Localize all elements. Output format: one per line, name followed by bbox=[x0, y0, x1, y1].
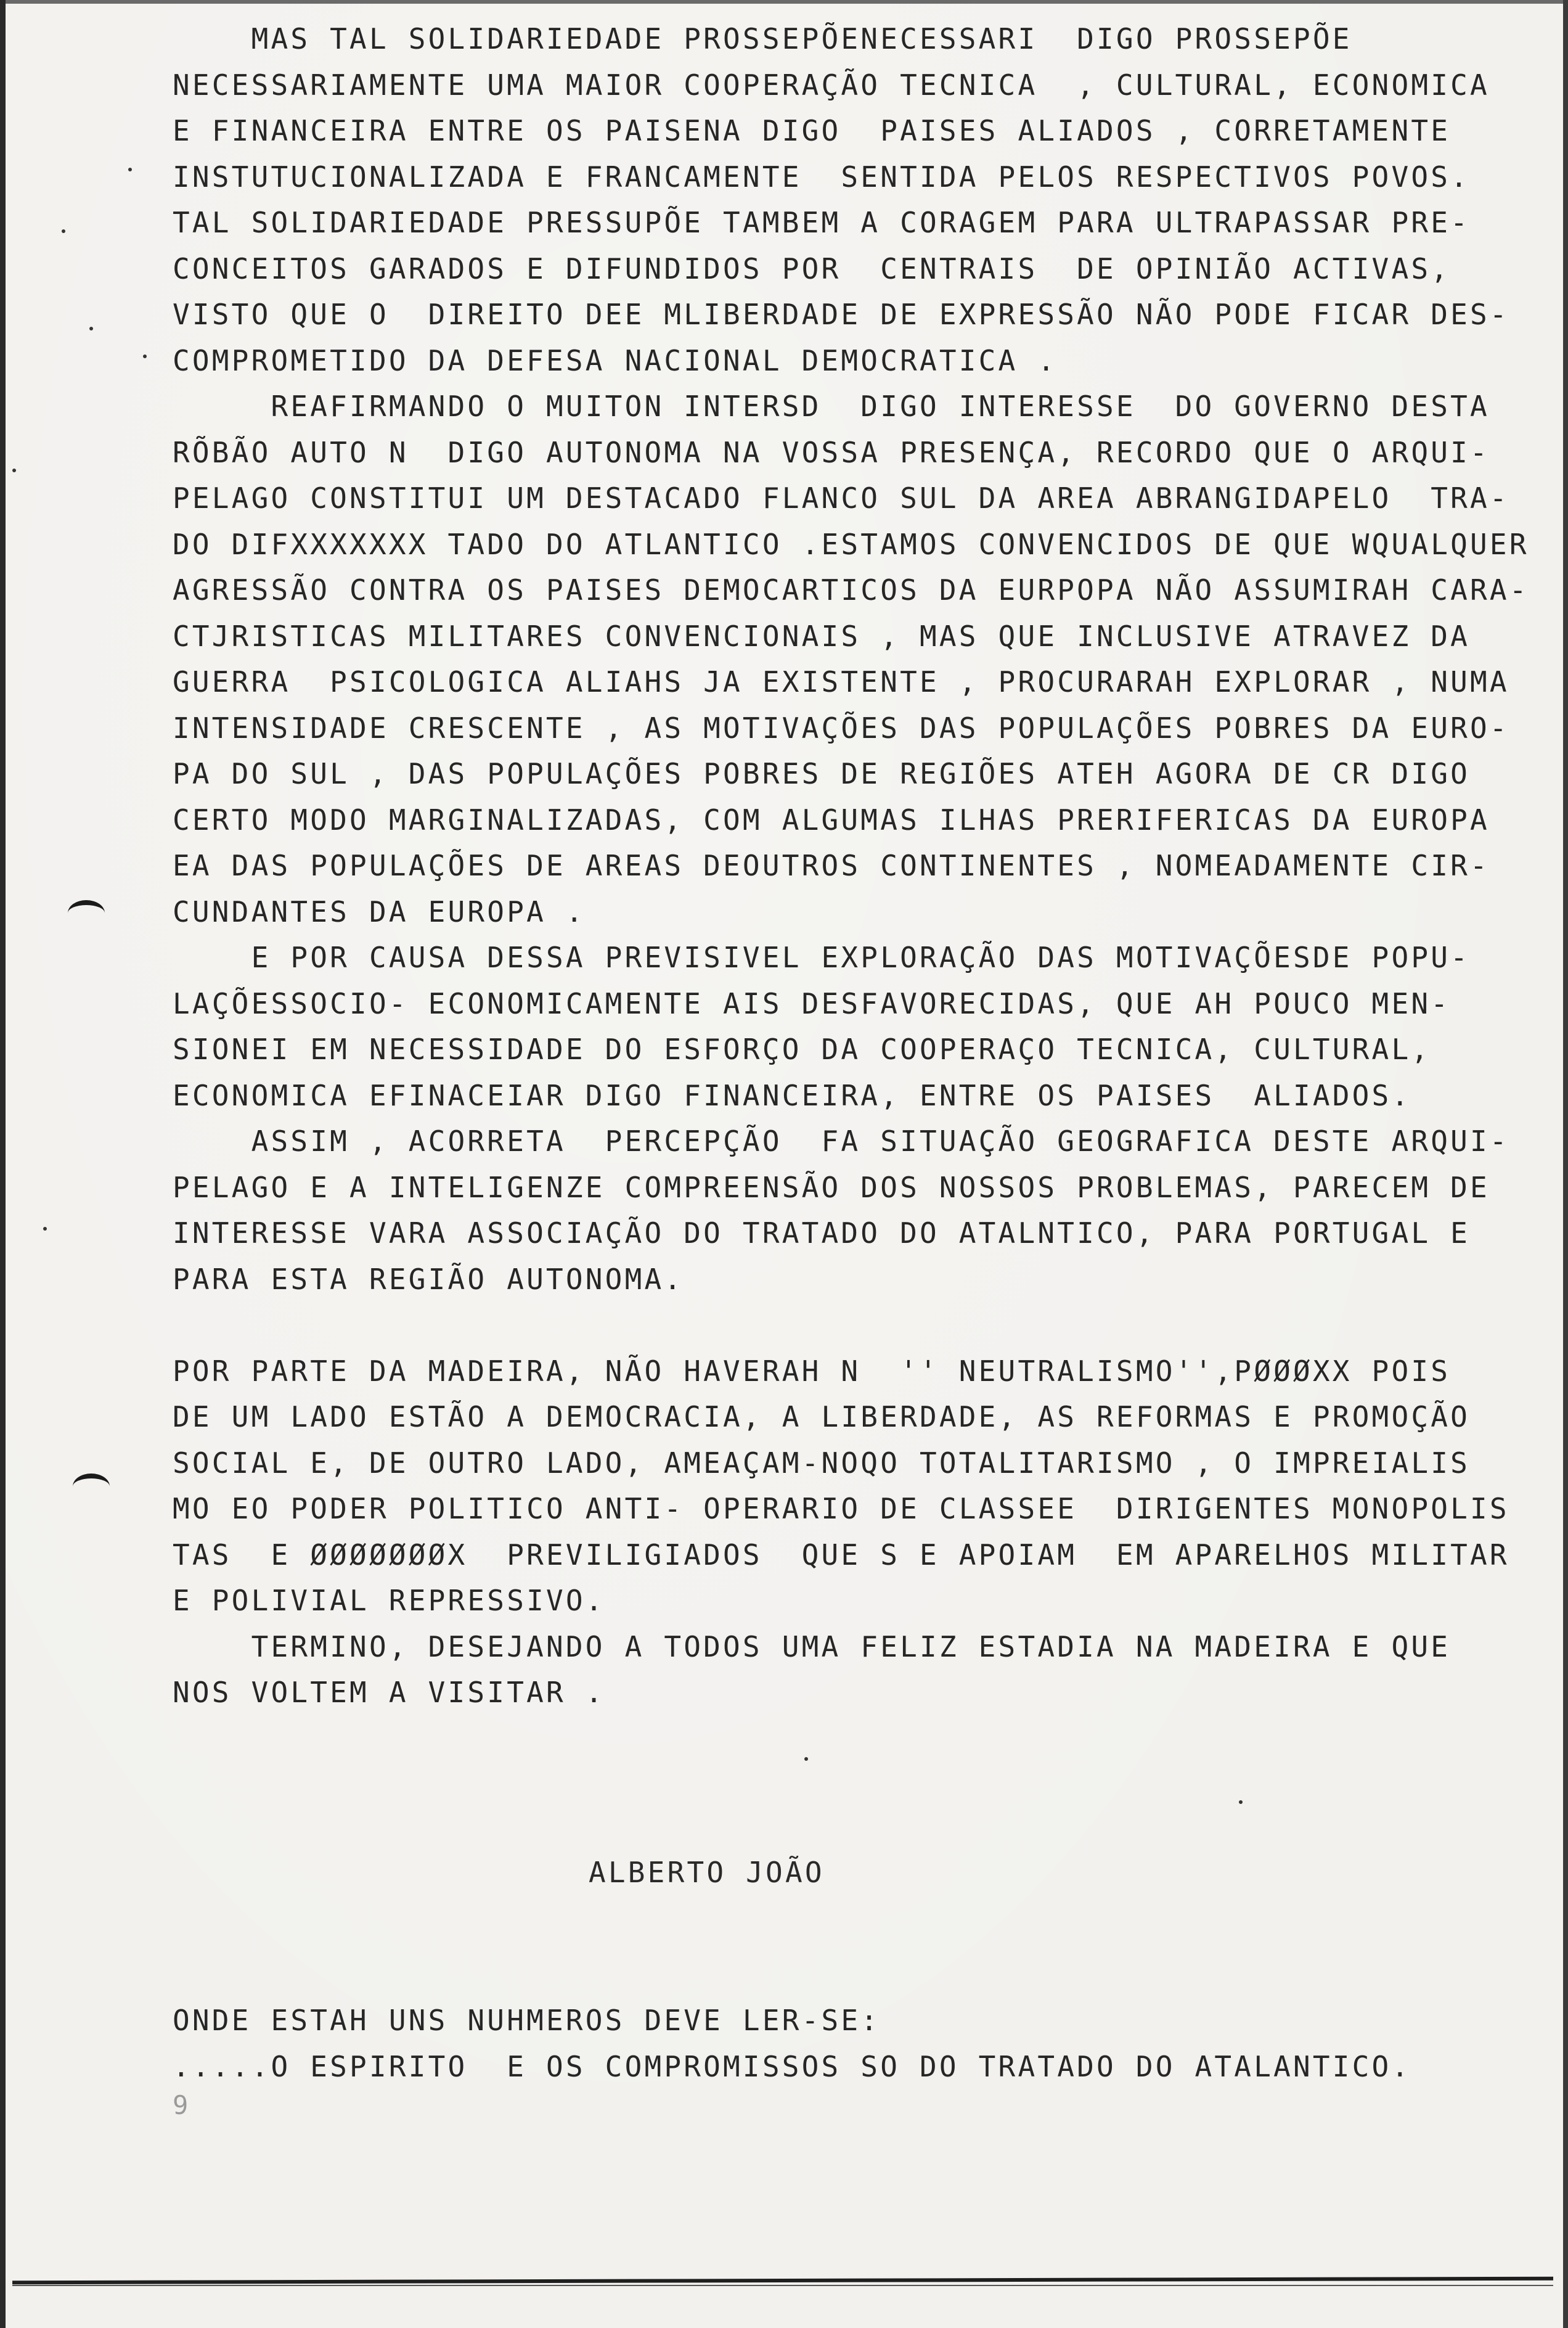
scan-speck bbox=[43, 1227, 47, 1231]
body-line: NOS VOLTEM A VISITAR . bbox=[173, 1676, 605, 1709]
body-line: COMPROMETIDO DA DEFESA NACIONAL DEMOCRATICA . bbox=[173, 343, 1058, 377]
body-line: INTENSIDADE CRESCENTE , AS MOTIVAÇÕES DAS POPULAÇÕES POBRES DA EURO- bbox=[173, 711, 1509, 745]
body-line: MAS TAL SOLIDARIEDADE PROSSEPÕENECESSARI DIGO PROSSEPÕE bbox=[173, 22, 1352, 55]
body-line: E POR CAUSA DESSA PREVISIVEL EXPLORAÇÃO DAS MOTIVAÇÕESDE POPU- bbox=[173, 941, 1471, 974]
body-line: LAÇÕESSOCIO- ECONOMICAMENTE AIS DESFAVORECIDAS, QUE AH POUCO MEN- bbox=[173, 986, 1451, 1020]
body-line: INTERESSE VARA ASSOCIAÇÃO DO TRATADO DO ATALNTICO, PARA PORTUGAL E bbox=[173, 1216, 1471, 1250]
correction-note bbox=[173, 1998, 1411, 2089]
body-line: POR PARTE DA MADEIRA, NÃO HAVERAH N '' NEUTRALISMO'',PØØØXX POIS bbox=[173, 1354, 1451, 1388]
body-line: NECESSARIAMENTE UMA MAIOR COOPERAÇÃO TECNICA , CULTURAL, ECONOMICA bbox=[173, 68, 1490, 102]
bottom-rule bbox=[12, 2277, 1553, 2285]
body-line: ECONOMICA EFINACEIAR DIGO FINANCEIRA, ENTRE OS PAISES ALIADOS. bbox=[173, 1078, 1411, 1112]
body-line: REAFIRMANDO O MUITON INTERSD DIGO INTERESSE DO GOVERNO DESTA bbox=[173, 390, 1490, 423]
body-line: PARA ESTA REGIÃO AUTONOMA. bbox=[173, 1262, 684, 1296]
body-line: GUERRA PSICOLOGICA ALIAHS JA EXISTENTE , PROCURARAH EXPLORAR , NUMA bbox=[173, 665, 1509, 699]
body-line: CONCEITOS GARADOS E DIFUNDIDOS POR CENTRAIS DE OPINIÃO ACTIVAS, bbox=[173, 252, 1451, 285]
scan-speck bbox=[804, 1757, 808, 1761]
body-line: E POLIVIAL REPRESSIVO. bbox=[173, 1584, 605, 1617]
body-line: CTJRISTICAS MILITARES CONVENCIONAIS , MAS QUE INCLUSIVE ATRAVEZ DA bbox=[173, 619, 1471, 653]
body-line: DE UM LADO ESTÃO A DEMOCRACIA, A LIBERDADE, AS REFORMAS E PROMOÇÃO bbox=[173, 1400, 1471, 1433]
punch-hole-mark bbox=[73, 1473, 110, 1499]
scan-speck bbox=[12, 469, 16, 472]
note-line: .....O ESPIRITO E OS COMPROMISSOS SO DO TRATADO DO ATALANTICO. bbox=[173, 2049, 1411, 2083]
punch-hole-mark bbox=[68, 900, 105, 926]
page-number: 9 bbox=[173, 2090, 189, 2120]
scan-edge-right bbox=[1563, 0, 1568, 2328]
body-line: AGRESSÃO CONTRA OS PAISES DEMOCARTICOS DA EURPOPA NÃO ASSUMIRAH CARA- bbox=[173, 573, 1529, 607]
body-line bbox=[173, 1302, 1492, 1348]
body-line: TAS E ØØØØØØØX PREVILIGIADOS QUE S E APOIAM EM APARELHOS MILITAR bbox=[173, 1538, 1509, 1572]
body-line: EA DAS POPULAÇÕES DE AREAS DEOUTROS CONTINENTES , NOMEADAMENTE CIR- bbox=[173, 849, 1490, 882]
scan-speck bbox=[128, 168, 132, 171]
body-line: CERTO MODO MARGINALIZADAS, COM ALGUMAS ILHAS PRERIFERICAS DA EUROPA bbox=[173, 803, 1490, 837]
bottom-rule-thin bbox=[12, 2285, 1553, 2286]
body-line: TAL SOLIDARIEDADE PRESSUPÕE TAMBEM A CORAGEM PARA ULTRAPASSAR PRE- bbox=[173, 206, 1471, 239]
body-line: SIONEI EM NECESSIDADE DO ESFORÇO DA COOPERAÇO TECNICA, CULTURAL, bbox=[173, 1033, 1431, 1066]
scan-edge-top bbox=[0, 0, 1568, 4]
body-line: SOCIAL E, DE OUTRO LADO, AMEAÇAM-NOQO TOTALITARISMO , O IMPREIALIS bbox=[173, 1446, 1471, 1480]
scan-speck bbox=[143, 355, 147, 358]
body-line: INSTUTUCIONALIZADA E FRANCAMENTE SENTIDA PELOS RESPECTIVOS POVOS. bbox=[173, 160, 1471, 194]
body-line: MO EO PODER POLITICO ANTI- OPERARIO DE CLASSEE DIRIGENTES MONOPOLIS bbox=[173, 1492, 1509, 1525]
scan-speck bbox=[1239, 1800, 1243, 1804]
signature: ALBERTO JOÃO bbox=[589, 1856, 825, 1889]
note-line: ONDE ESTAH UNS NUHMEROS DEVE LER-SE: bbox=[173, 2004, 881, 2037]
scan-edge-left bbox=[0, 0, 6, 2328]
body-line: PELAGO CONSTITUI UM DESTACADO FLANCO SUL DA AREA ABRANGIDAPELO TRA- bbox=[173, 482, 1509, 515]
body-line: RÕBÃO AUTO N DIGO AUTONOMA NA VOSSA PRESENÇA, RECORDO QUE O ARQUI- bbox=[173, 435, 1490, 469]
body-line: PELAGO E A INTELIGENZE COMPREENSÃO DOS NOSSOS PROBLEMAS, PARECEM DE bbox=[173, 1170, 1490, 1204]
body-line: PA DO SUL , DAS POPULAÇÕES POBRES DE REGIÕES ATEH AGORA DE CR DIGO bbox=[173, 757, 1471, 790]
body-line: VISTO QUE O DIREITO DEE MLIBERDADE DE EXPRESSÃO NÃO PODE FICAR DES- bbox=[173, 298, 1509, 331]
letter-body bbox=[173, 16, 1529, 1716]
body-line: ASSIM , ACORRETA PERCEPÇÃO FA SITUAÇÃO GEOGRAFICA DESTE ARQUI- bbox=[173, 1125, 1509, 1158]
scan-speck bbox=[89, 327, 93, 330]
body-line: DO DIFXXXXXXX TADO DO ATLANTICO .ESTAMOS CONVENCIDOS DE QUE WQUALQUER bbox=[173, 527, 1529, 561]
body-line: CUNDANTES DA EUROPA . bbox=[173, 895, 586, 928]
body-line: TERMINO, DESEJANDO A TODOS UMA FELIZ ESTADIA NA MADEIRA E QUE bbox=[173, 1629, 1451, 1663]
body-line: E FINANCEIRA ENTRE OS PAISENA DIGO PAISES ALIADOS , CORRETAMENTE bbox=[173, 114, 1451, 147]
scan-speck bbox=[62, 229, 65, 233]
